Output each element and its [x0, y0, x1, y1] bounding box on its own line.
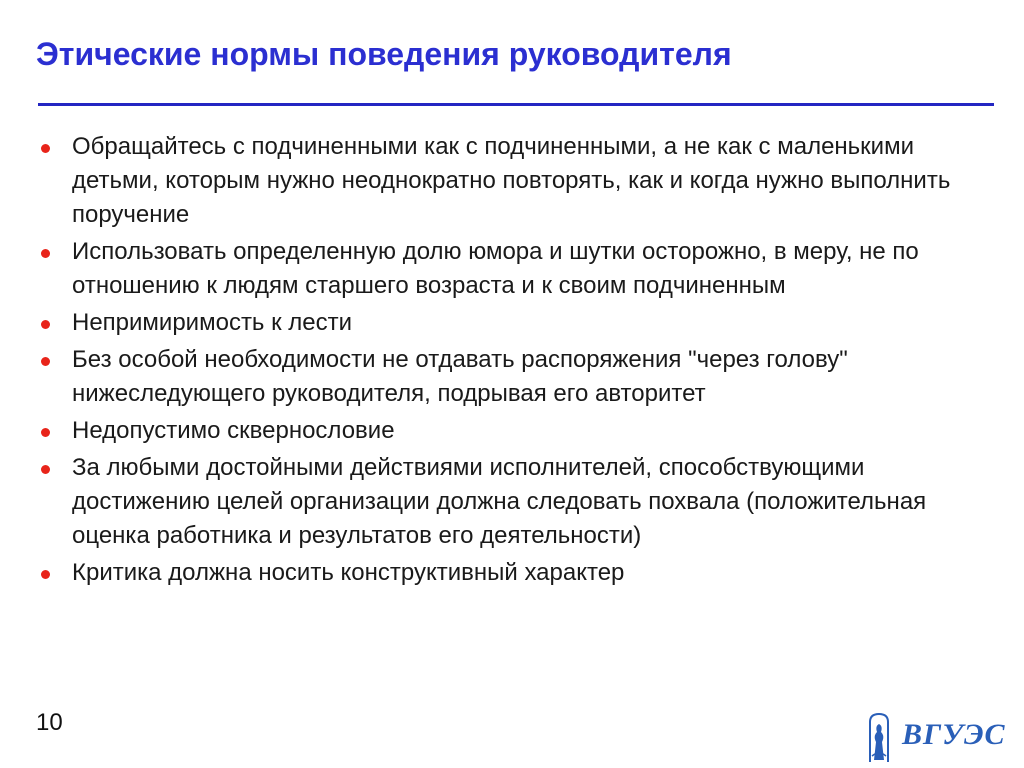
emblem-icon — [864, 712, 894, 764]
slide-number: 10 — [36, 709, 63, 736]
bullet-dot-icon — [41, 144, 50, 153]
bullet-item — [36, 414, 996, 448]
university-logo — [864, 712, 1006, 764]
bullet-dot-icon — [41, 570, 50, 579]
title-underline — [38, 103, 994, 106]
bullet-item — [36, 306, 996, 340]
bullet-text: Недопустимо сквернословие — [72, 417, 395, 444]
bullet-dot-icon — [41, 357, 50, 366]
slide-title: Этические нормы поведения руководителя — [36, 36, 732, 72]
bullet-text: Обращайтесь с подчиненными как с подчиненными, а не как с маленькими детьми, которым нужно неоднократно повторять, как и когда нужно выполнить поручение — [72, 133, 951, 228]
bullet-text: Использовать определенную долю юмора и шутки осторожно, в меру, не по отношению к людям старшего возраста и к своим подчиненным — [72, 238, 919, 299]
bullet-text: Критика должна носить конструктивный характер — [72, 559, 625, 586]
bullet-item — [36, 451, 996, 553]
bullet-dot-icon — [41, 465, 50, 474]
bullet-item — [36, 343, 996, 411]
bullet-item — [36, 130, 996, 232]
bullet-text: За любыми достойными действиями исполнителей, способствующими достижению целей организации должна следовать похвала (положительная оценка работника и результатов его деятельности) — [72, 454, 927, 549]
bullet-text: Непримиримость к лести — [72, 309, 353, 336]
bullet-item — [36, 556, 996, 590]
bullet-text: Без особой необходимости не отдавать распоряжения "через голову" нижеследующего руководителя, подрывая его авторитет — [72, 346, 848, 407]
bullet-dot-icon — [41, 249, 50, 258]
bullet-item — [36, 235, 996, 303]
logo-text: ВГУЭС — [902, 718, 1006, 751]
bullet-dot-icon — [41, 320, 50, 329]
bullet-list — [36, 130, 996, 593]
bullet-dot-icon — [41, 428, 50, 437]
